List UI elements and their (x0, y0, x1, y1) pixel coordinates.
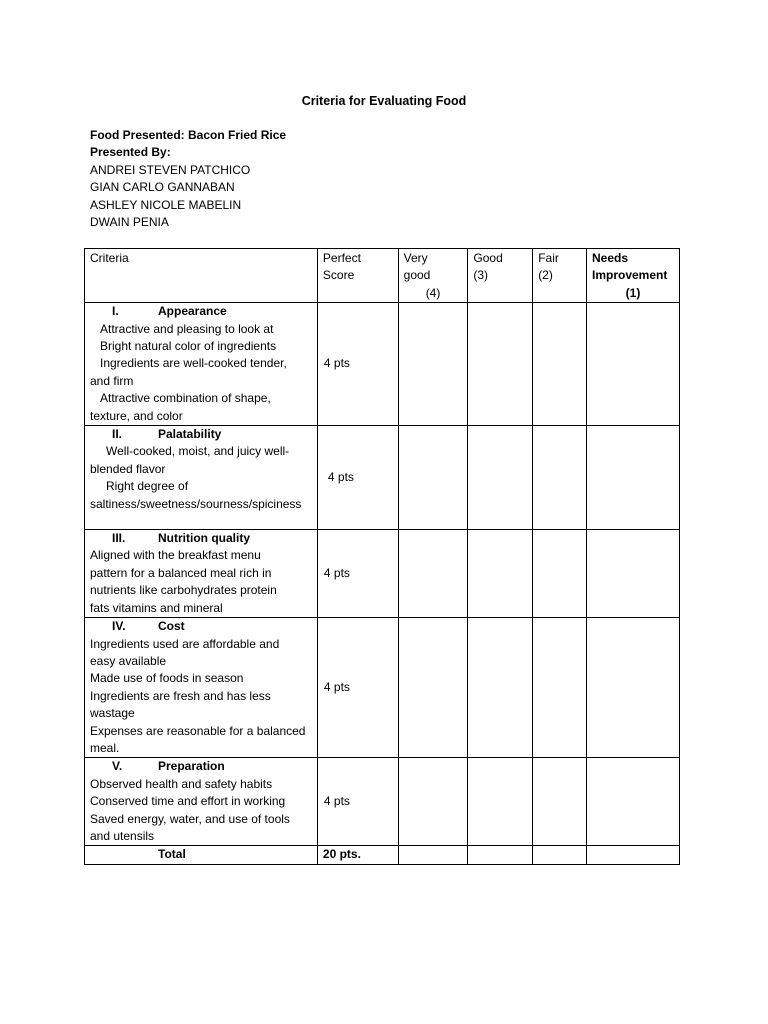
section-heading: I. Appearance (112, 304, 227, 319)
rating-cell[interactable] (398, 530, 468, 618)
table-row (85, 618, 680, 758)
section-heading: II. Palatability (112, 427, 222, 442)
presenter-list (90, 162, 286, 232)
perfect-score-cell: 4 pts (317, 303, 398, 426)
table-row (85, 303, 680, 426)
perfect-score-cell: 4 pts (317, 426, 398, 530)
rating-cell[interactable] (468, 758, 533, 846)
perfect-score-cell: 4 pts (317, 758, 398, 846)
rating-cell[interactable] (533, 758, 587, 846)
header-fair: Fair (2) (533, 249, 587, 303)
presenter-name: GIAN CARLO GANNABAN (90, 180, 235, 195)
criteria-cell: IV. Cost Ingredients used are affordable and easy available Made use of foods in season Ingredients are fresh and has less wastage Expenses are reasonable for a balanced meal. (85, 618, 318, 758)
document-title: Criteria for Evaluating Food (301, 94, 467, 108)
rating-cell[interactable] (468, 530, 533, 618)
header-perfect-score: Perfect Score (317, 249, 398, 303)
rating-cell[interactable] (587, 530, 680, 618)
food-presented: Food Presented: Bacon Fried Rice (90, 128, 287, 142)
criteria-cell: II. Palatability Well-cooked, moist, and juicy well- blended flavor Right degree of saltiness/sweetness/sourness/spiciness (85, 426, 318, 530)
table-row (85, 758, 680, 846)
rating-cell[interactable] (533, 530, 587, 618)
total-score: 20 pts. (317, 846, 398, 864)
rating-cell[interactable] (533, 846, 587, 864)
rating-cell[interactable] (468, 846, 533, 864)
header-good: Good (3) (468, 249, 533, 303)
section-heading: III. Nutrition quality (112, 531, 250, 546)
rating-cell[interactable] (533, 303, 587, 426)
table-header-row (85, 249, 680, 303)
table-total-row (85, 846, 680, 864)
presenter-name: ANDREI STEVEN PATCHICO (90, 162, 251, 177)
perfect-score-cell: 4 pts (317, 530, 398, 618)
presenter-name: DWAIN PENIA (90, 215, 169, 230)
rating-cell[interactable] (533, 426, 587, 530)
table-row (85, 530, 680, 618)
rating-cell[interactable] (398, 758, 468, 846)
header-criteria: Criteria (85, 249, 318, 303)
section-heading: V. Preparation (112, 759, 225, 774)
rating-cell[interactable] (587, 303, 680, 426)
criteria-cell: III. Nutrition quality Aligned with the breakfast menu pattern for a balanced meal rich in nutrients like carbohydrates protein fats vitamins and mineral (85, 530, 318, 618)
rating-cell[interactable] (468, 618, 533, 758)
header-needs-improvement: Needs Improvement (1) (587, 249, 680, 303)
table-row (85, 426, 680, 530)
rating-cell[interactable] (468, 303, 533, 426)
presenter-name: ASHLEY NICOLE MABELIN (90, 197, 242, 212)
rating-cell[interactable] (468, 426, 533, 530)
rating-cell[interactable] (398, 426, 468, 530)
criteria-cell: V. Preparation Observed health and safety habits Conserved time and effort in working Saved energy, water, and use of tools and utensils (85, 758, 318, 846)
section-heading: IV. Cost (112, 619, 185, 634)
criteria-table (84, 248, 680, 865)
criteria-cell: I. Appearance Attractive and pleasing to look at Bright natural color of ingredients Ingredients are well-cooked tender, and firm Attractive combination of shape, texture, and color (85, 303, 318, 426)
rating-cell[interactable] (587, 426, 680, 530)
presented-by-label: Presented By: (90, 145, 171, 160)
perfect-score-cell: 4 pts (317, 618, 398, 758)
rating-cell[interactable] (398, 846, 468, 864)
rating-cell[interactable] (398, 303, 468, 426)
rating-cell[interactable] (398, 618, 468, 758)
rating-cell[interactable] (587, 846, 680, 864)
header-very-good: Very good (4) (398, 249, 468, 303)
rating-cell[interactable] (587, 758, 680, 846)
rating-cell[interactable] (533, 618, 587, 758)
document-meta (90, 127, 286, 231)
total-label: Total (85, 846, 318, 864)
rating-cell[interactable] (587, 618, 680, 758)
